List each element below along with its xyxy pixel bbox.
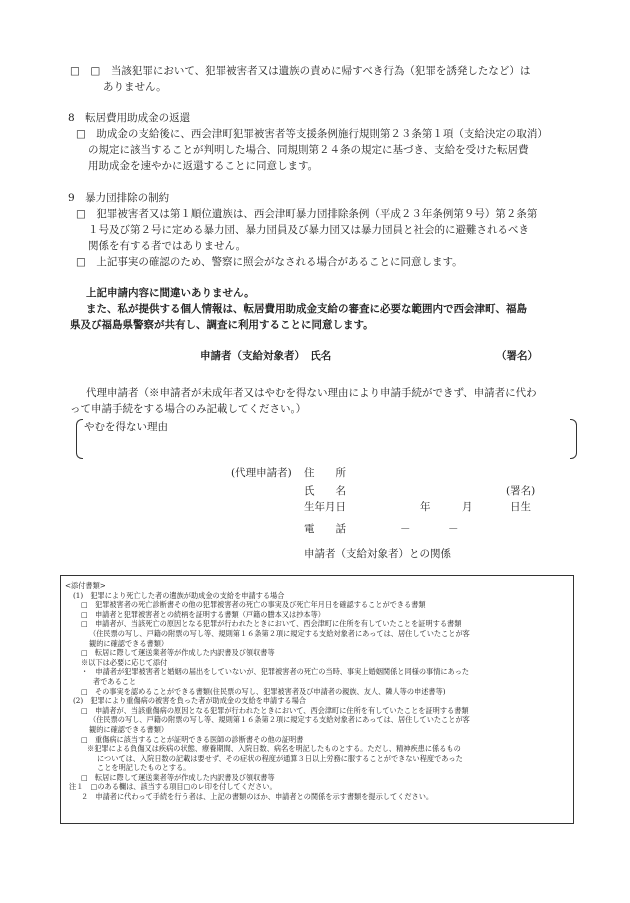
attachments-item: （住民票の写し、戸籍の附票の写し等、規則第１６条第２項に規定する支給対象者にあっては、居住していたことが客	[89, 628, 470, 638]
attachments-item: (2) 犯罪により重傷病の被害を負った者が助成金の支給を申請する場合	[73, 696, 306, 706]
text-line: の規定に該当することが判明した場合、同規則第２４条の規定に基づき、支給を受けた転居費	[88, 144, 529, 156]
checkbox-line-gang-exclusion[interactable]: □ 犯罪被害者又は第１順位遺族は、西会津町暴力団排除条例（平成２３年条例第９号）第２条第	[76, 208, 538, 220]
attachments-item: ※犯罪による負傷又は疾病の状態、療養期間、入院日数、病名を明記したものとする。ただし、精神疾患に係るもの	[87, 744, 461, 754]
relation-label: 申請者（支給対象者）との関係	[304, 548, 451, 560]
attachments-checkbox-item[interactable]: □ 犯罪被害者の死亡診断書その他の犯罪被害者の死亡の事実及び死亡年月日を確認することができる書類	[81, 600, 426, 610]
reason-bracket-right	[570, 419, 577, 459]
proxy-applicant-label: (代理申請者)	[231, 467, 292, 479]
day-label: 日生	[510, 501, 531, 513]
attachments-checkbox-item[interactable]: □ その事実を認めることができる書類(住民票の写し、犯罪被害者及び申請者の親族、友人、隣人等の申述書等)	[81, 686, 446, 696]
declaration-line3: 県及び福島県警察が共有し、調査に利用することに同意します。	[70, 319, 374, 331]
section9-title: 9 暴力団排除の制約	[68, 192, 170, 204]
attachments-checkbox-item[interactable]: □ 転居に際して運送業者等が作成した内訳書及び領収書等	[81, 772, 275, 782]
checkbox-line-victim-responsibility[interactable]: □ □ 当該犯罪において、犯罪被害者又は遺族の責めに帰すべき行為（犯罪を誘発したなど）は	[70, 65, 531, 77]
declaration-line2: また、私が提供する個人情報は、転居費用助成金支給の審査に必要な範囲内で西会津町、福島	[86, 303, 527, 315]
section8-title: 8 転居費用助成金の返還	[68, 112, 191, 124]
birth-date-label: 生年月日	[304, 501, 346, 513]
checkbox-line-police-inquiry[interactable]: □ 上記事実の確認のため、警察に照会がなされる場合があることに同意します。	[76, 256, 463, 268]
proxy-intro-line1: 代理申請者（※申請者が未成年者又はやむを得ない理由により申請手続ができず、申請者に代わ	[86, 387, 537, 399]
attachments-list	[65, 581, 470, 802]
attachments-checkbox-item[interactable]: □ 重傷病に該当することが証明できる医師の診断書その他の証明書	[81, 734, 304, 744]
reason-input[interactable]	[90, 436, 560, 454]
attachments-item: (1) 犯罪により死亡した者の遺族が助成金の支給を申請する場合	[73, 590, 285, 600]
attachments-item: ことを明記したものとする。	[97, 763, 191, 773]
attachments-checkbox-item[interactable]: □ 転居に際して運送業者等が作成した内訳書及び領収書等	[81, 648, 275, 658]
month-label: 月	[462, 501, 473, 513]
declaration-line1: 上記申請内容に間違いありません。	[86, 287, 255, 299]
year-label: 年	[420, 501, 431, 513]
text-line: 関係を有する者ではありません。	[88, 240, 247, 252]
attachments-item: ※以下は必要に応じて添付	[81, 657, 168, 667]
name-label: 氏 名	[304, 485, 346, 497]
attachments-item: 観的に確認できる書類）	[89, 724, 169, 734]
proxy-intro-line2: って申請手続をする場合のみ記載してください。）	[70, 403, 307, 415]
attachments-note: ２ 申請者に代わって手続を行う者は、上記の書類のほか、申請者との関係を示す書類を提示してください。	[81, 792, 434, 802]
attachments-item: 観的に確認できる書類）	[89, 638, 169, 648]
attachments-item: ・ 申請者が犯罪被害者と婚姻の届出をしていないが、犯罪被害者の死亡の当時、事実上婚姻関係と同様の事情にあった	[81, 667, 470, 677]
applicant-name-label: 申請者（支給対象者） 氏名	[200, 350, 332, 362]
signature-seal-label: （署名）	[496, 350, 538, 362]
attachments-item: 者であること	[93, 676, 137, 686]
attachments-checkbox-item[interactable]: □ 申請者が、当該重傷病の原因となる犯罪が行われたときにおいて、西会津町に住所を有していたことを証明する書類	[81, 705, 469, 715]
checkbox-line-refund[interactable]: □ 助成金の支給後に、西会津町犯罪被害者等支援条例施行規則第２３条第１項（支給決定の取消）	[76, 128, 548, 140]
phone-label: 電 話	[304, 523, 346, 535]
address-label: 住 所	[304, 467, 346, 479]
reason-label: やむを得ない理由	[84, 421, 168, 433]
phone-dash: －	[448, 523, 459, 535]
attachments-item: については、入院日数の記載は要せず、その症状の程度が通算３日以上労務に服することができない程度であった	[97, 753, 463, 763]
text-line: １号及び第２号に定める暴力団、暴力団員及び暴力団又は暴力団員と社会的に避難されるべき	[88, 224, 529, 236]
phone-dash: －	[400, 523, 411, 535]
attachments-checkbox-item[interactable]: □ 申請者が、当該死亡の原因となる犯罪が行われたときにおいて、西会津町に住所を有していたことを証明する書類	[81, 619, 462, 629]
attachments-note: 注１ □のある欄は、該当する項目□のレ印を付してください。	[69, 782, 277, 792]
text-continuation: ありません。	[103, 81, 167, 93]
attachments-heading: <添付書類>	[65, 581, 106, 590]
attachments-checkbox-item[interactable]: □ 申請者と犯罪被害者との続柄を証明する書類（戸籍の謄本又は抄本等）	[81, 609, 325, 619]
reason-bracket-left	[76, 419, 83, 459]
text-line: 用助成金を速やかに返還することに同意します。	[88, 160, 319, 172]
attachments-item: （住民票の写し、戸籍の附票の写し等、規則第１６条第２項に規定する支給対象者にあっては、居住していたことが客	[89, 715, 470, 725]
name-seal-label: (署名)	[506, 485, 536, 497]
